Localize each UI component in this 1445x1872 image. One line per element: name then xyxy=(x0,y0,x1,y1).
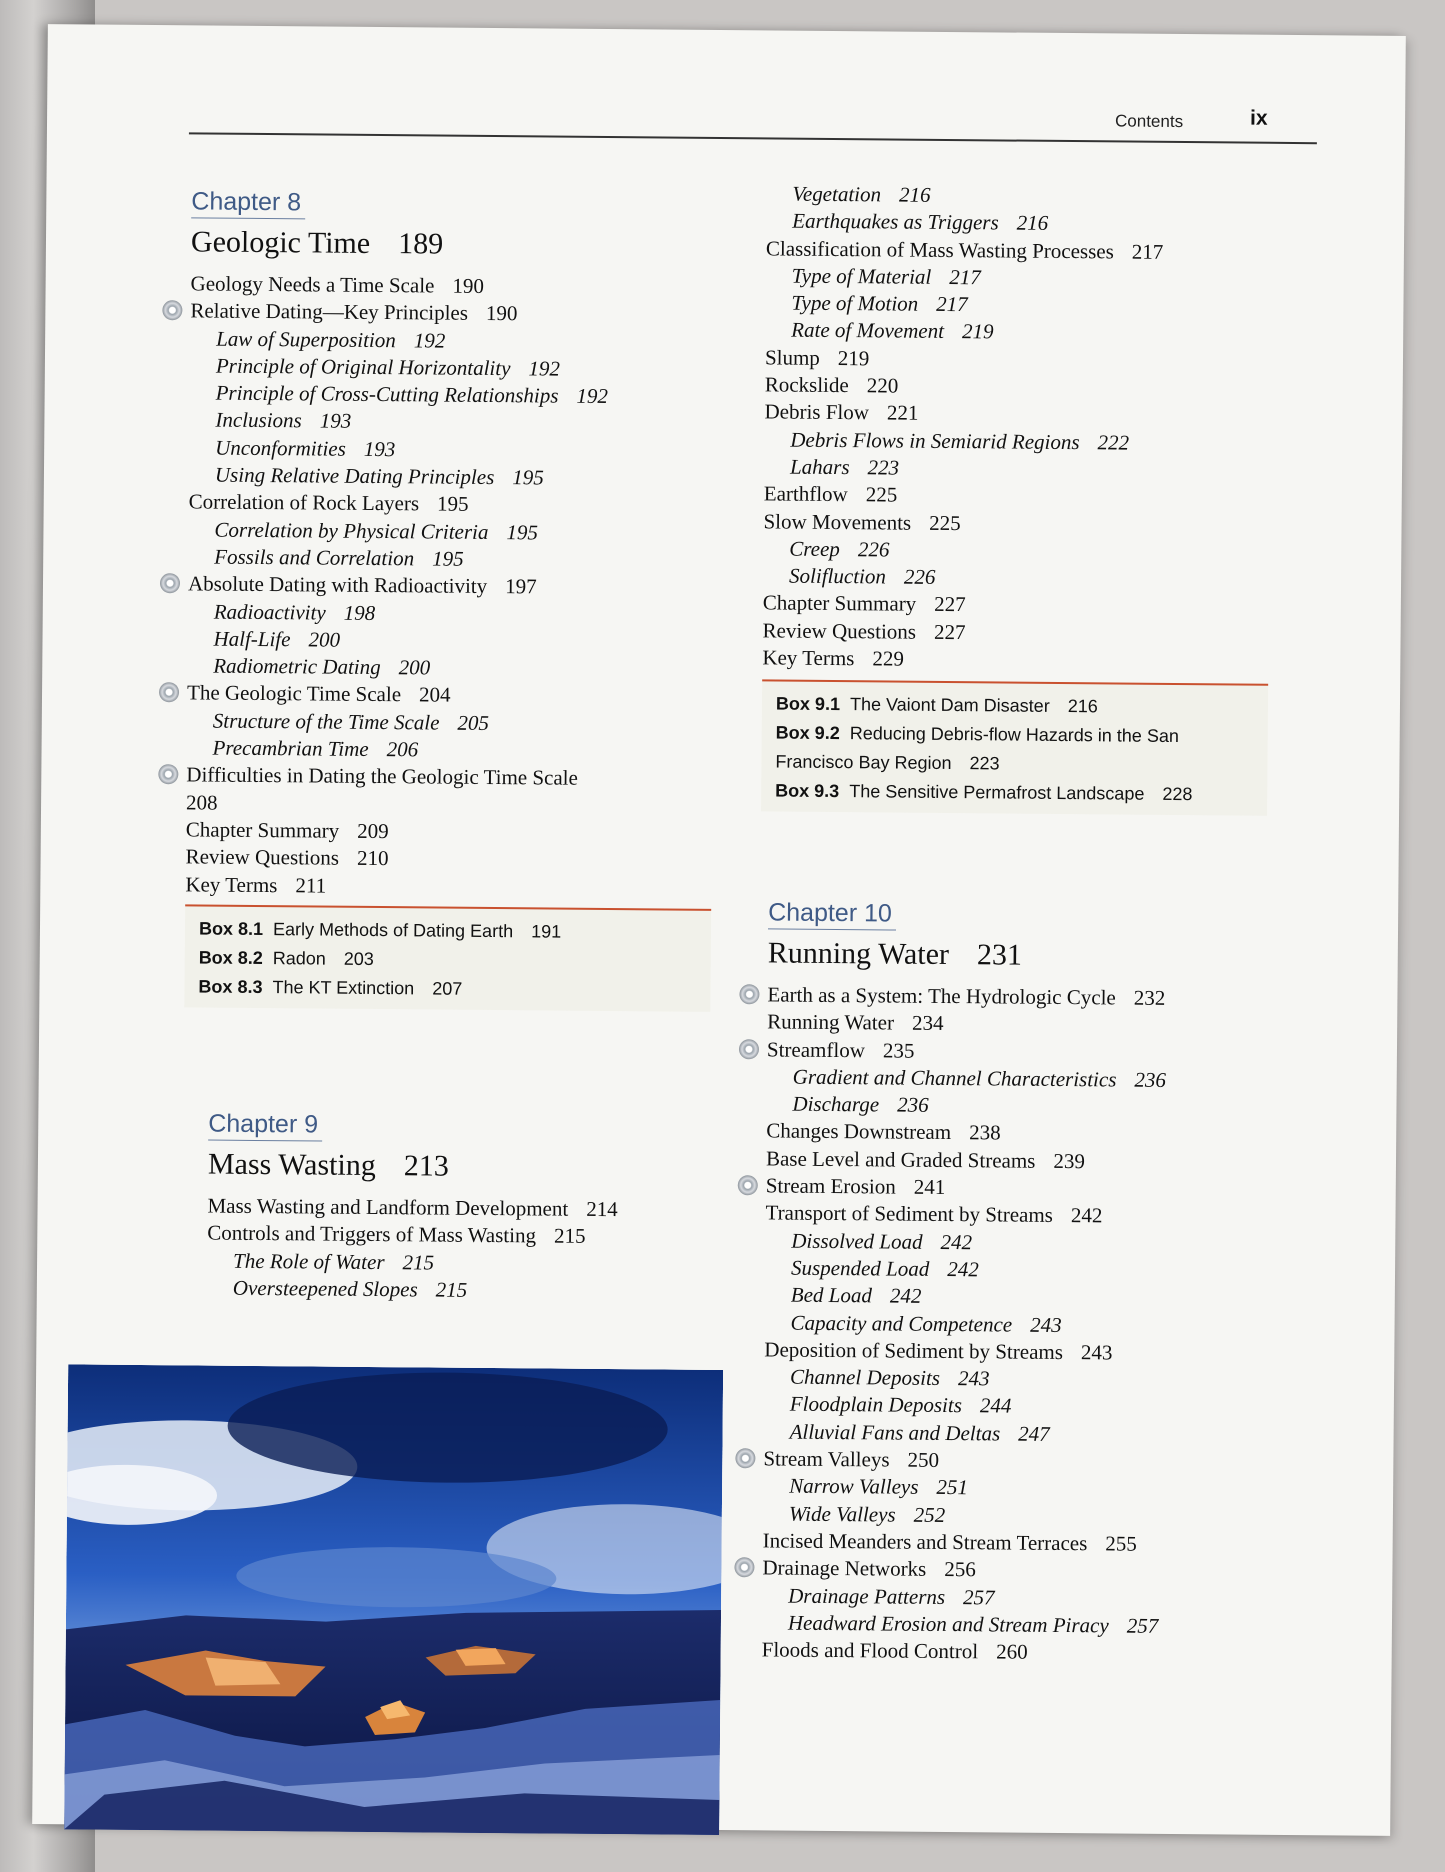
toc-entry xyxy=(765,344,1271,376)
toc-entry-page: 243 xyxy=(957,1366,990,1391)
toc-entry-page: 215 xyxy=(402,1249,435,1275)
box-label: Box 8.2 xyxy=(198,947,263,968)
toc-entry xyxy=(765,1254,1164,1285)
toc-entry xyxy=(766,235,1272,267)
toc-entry-page: 236 xyxy=(1134,1067,1167,1092)
cd-disc-icon xyxy=(734,1557,754,1577)
toc-entry xyxy=(766,1091,1165,1122)
toc-entry-page: 200 xyxy=(398,655,431,680)
box-entry xyxy=(776,690,1256,723)
cd-disc-icon xyxy=(158,764,178,784)
toc-entry-text: Drainage Patterns xyxy=(788,1583,946,1609)
toc-entry-page: 220 xyxy=(866,373,899,398)
box-page: 207 xyxy=(432,978,463,999)
toc-entry xyxy=(763,1527,1162,1558)
toc-entry-text: Relative Dating—Key Principles xyxy=(190,298,469,326)
toc-entry xyxy=(207,1220,617,1251)
toc-entry-page: 235 xyxy=(882,1038,915,1063)
toc-entry-text: Earthflow xyxy=(763,481,848,507)
toc-entry xyxy=(764,1336,1163,1367)
toc-entry-text: Wide Valleys xyxy=(788,1501,896,1527)
toc-entry-page: 242 xyxy=(889,1283,922,1309)
box-page: 203 xyxy=(343,948,374,969)
toc-entry-page: 243 xyxy=(1030,1312,1062,1337)
toc-entry xyxy=(207,1193,617,1224)
cd-disc-icon xyxy=(160,573,180,593)
toc-entry-page: 227 xyxy=(934,592,966,617)
toc-entry-page: 227 xyxy=(933,619,966,644)
toc-entry-page: 198 xyxy=(343,600,376,625)
toc-entry-text: Oversteepened Slopes xyxy=(232,1275,418,1302)
toc-entry-text: Stream Erosion xyxy=(765,1173,896,1199)
toc-entry xyxy=(766,180,1272,212)
toc-entry xyxy=(767,1036,1166,1067)
toc-entry-text: Type of Motion xyxy=(791,290,919,316)
box-title: Early Methods of Dating Earth xyxy=(272,918,514,942)
toc-entry-page: 193 xyxy=(319,408,352,434)
chapter-10-section xyxy=(762,896,1168,1667)
toc-entry-text: Key Terms xyxy=(185,871,278,897)
toc-entry-page: 192 xyxy=(413,327,446,353)
toc-entry xyxy=(765,1227,1164,1258)
toc-entry-text: Precambrian Time xyxy=(212,735,369,761)
toc-entry-text: Floods and Flood Control xyxy=(761,1637,979,1664)
box-entry xyxy=(199,914,699,947)
toc-entry-page: 217 xyxy=(936,292,968,317)
toc-entry xyxy=(765,290,1271,322)
toc-entry-page: 190 xyxy=(485,301,518,326)
toc-entry-page: 205 xyxy=(457,710,490,735)
toc-entry xyxy=(765,1282,1164,1313)
toc-entry-text: Dissolved Load xyxy=(791,1228,923,1254)
box-entry xyxy=(198,972,698,1005)
cd-disc-icon xyxy=(735,1448,755,1468)
toc-entry-text: Drainage Networks xyxy=(762,1555,927,1582)
toc-entry-page: 236 xyxy=(897,1092,929,1118)
toc-entry xyxy=(762,644,1268,676)
toc-entry xyxy=(763,508,1269,540)
toc-entry-page: 216 xyxy=(1016,210,1049,236)
chapter-9-continued-entries xyxy=(762,180,1272,676)
toc-entry xyxy=(763,563,1269,595)
toc-entry-text: Chapter Summary xyxy=(762,590,917,617)
chapter-8-boxes xyxy=(184,904,711,1012)
toc-entry-text: The Geologic Time Scale xyxy=(186,680,402,707)
toc-entry-text: Streamflow xyxy=(766,1037,866,1062)
toc-entry-text: Half-Life xyxy=(213,626,291,652)
toc-entry-page: 242 xyxy=(940,1229,973,1254)
toc-entry-page: 255 xyxy=(1105,1531,1137,1556)
toc-entry-page: 226 xyxy=(903,564,936,590)
toc-entry-page: 226 xyxy=(857,537,890,562)
toc-entry-text: Channel Deposits xyxy=(789,1364,941,1391)
box-label: Box 9.2 xyxy=(775,722,840,744)
toc-entry-text: Floodplain Deposits xyxy=(789,1392,963,1418)
toc-entry-page: 221 xyxy=(886,400,919,426)
toc-entry-text: Discharge xyxy=(792,1091,880,1117)
chapter-label: Chapter 9 xyxy=(208,1108,322,1142)
chapter-title-text: Geologic Time xyxy=(190,225,371,260)
toc-entry-text: Structure of the Time Scale xyxy=(212,708,440,735)
toc-entry-page: 244 xyxy=(979,1393,1012,1419)
toc-entry-text: Transport of Sediment by Streams xyxy=(765,1200,1054,1228)
box-label: Box 9.3 xyxy=(775,780,840,802)
cd-disc-icon xyxy=(162,300,182,320)
box-title: Radon xyxy=(272,947,326,969)
toc-entry-page: 252 xyxy=(913,1502,946,1527)
toc-entry-text: Inclusions xyxy=(215,408,302,433)
toc-entry-text: Creep xyxy=(789,536,840,561)
toc-entry xyxy=(763,1473,1162,1504)
toc-entry-page: 223 xyxy=(867,455,900,480)
toc-entry xyxy=(763,535,1269,567)
toc-entry xyxy=(207,1247,617,1278)
toc-entry-page: 238 xyxy=(969,1120,1001,1145)
toc-entry-page: 200 xyxy=(308,627,341,652)
toc-entry-page: 192 xyxy=(576,383,609,409)
toc-entry xyxy=(185,871,711,903)
toc-entry-page: 219 xyxy=(961,319,994,344)
cd-disc-icon xyxy=(159,683,179,703)
toc-entry-page: 239 xyxy=(1053,1148,1086,1173)
toc-entry-page: 260 xyxy=(996,1639,1028,1664)
toc-entry xyxy=(767,981,1166,1012)
toc-entry-page: 217 xyxy=(1131,239,1164,264)
toc-entry xyxy=(764,481,1270,513)
toc-entry xyxy=(767,1009,1166,1040)
box-entry xyxy=(775,777,1255,810)
toc-entry-page: 214 xyxy=(586,1196,618,1222)
toc-entry-page: 195 xyxy=(512,465,544,490)
toc-entry-text: Debris Flow xyxy=(764,399,870,425)
toc-entry-page: 222 xyxy=(1097,429,1130,455)
chapter-label: Chapter 10 xyxy=(768,896,896,930)
toc-entry-text: Classification of Mass Wasting Processes xyxy=(765,235,1114,264)
canyon-landscape-photo xyxy=(64,1364,723,1835)
toc-entry xyxy=(767,1063,1166,1094)
toc-entry-text: Principle of Original Horizontality xyxy=(215,353,511,381)
toc-entry xyxy=(766,262,1272,294)
toc-entry-text: Running Water xyxy=(767,1009,895,1035)
toc-entry-page: 195 xyxy=(436,491,469,517)
toc-entry-text: Vegetation xyxy=(792,181,882,207)
toc-entry-text: Deposition of Sediment by Streams xyxy=(764,1337,1064,1364)
box-title: Francisco Bay Region xyxy=(775,751,952,774)
toc-entry-page: 190 xyxy=(452,273,485,298)
toc-entry xyxy=(766,1172,1165,1203)
toc-entry-text: Base Level and Graded Streams xyxy=(765,1146,1036,1173)
box-label: Box 9.1 xyxy=(775,693,841,715)
chapter-9-boxes xyxy=(761,680,1268,816)
toc-entry xyxy=(764,1309,1163,1340)
toc-entry-text: Rockslide xyxy=(764,372,849,398)
toc-entry-text: Correlation by Physical Criteria xyxy=(214,517,489,544)
toc-entry-text: Rate of Movement xyxy=(791,318,945,344)
toc-entry-text: Capacity and Competence xyxy=(790,1310,1013,1337)
toc-entry xyxy=(762,1637,1161,1668)
toc-entry xyxy=(763,1445,1162,1476)
toc-entry-page: 216 xyxy=(898,182,931,207)
toc-entry-text: Mass Wasting and Landform Development xyxy=(207,1193,569,1221)
chapter-10-entries xyxy=(762,981,1167,1667)
toc-entry-page: 257 xyxy=(1126,1613,1159,1638)
chapter-page: 231 xyxy=(976,938,1023,972)
toc-entry-text: Earthquakes as Triggers xyxy=(792,208,999,235)
toc-entry-text: Headward Erosion and Stream Piracy xyxy=(787,1610,1109,1638)
toc-entry xyxy=(762,617,1268,649)
box-entry xyxy=(776,719,1256,752)
toc-entry-text: Unconformities xyxy=(215,435,346,461)
toc-entry-text: Type of Material xyxy=(791,263,932,289)
header-rule xyxy=(189,132,1317,144)
toc-entry-page: 195 xyxy=(506,519,539,545)
chapter-page: 213 xyxy=(403,1149,449,1183)
box-title: The KT Extinction xyxy=(272,976,415,999)
toc-entry-text: Radiometric Dating xyxy=(213,653,381,680)
toc-entry-page: 234 xyxy=(911,1010,944,1036)
toc-entry-text: Debris Flows in Semiarid Regions xyxy=(790,427,1080,454)
toc-entry-page: 195 xyxy=(432,546,464,571)
toc-entry-text: Narrow Valleys xyxy=(789,1473,919,1500)
toc-entry-text: Suspended Load xyxy=(790,1255,930,1281)
box-label: Box 8.3 xyxy=(198,976,263,997)
page-number: ix xyxy=(1250,106,1268,130)
toc-entry xyxy=(762,1582,1161,1613)
contents-page xyxy=(32,24,1406,1836)
toc-entry-page: 211 xyxy=(295,872,327,898)
toc-entry-page: 215 xyxy=(553,1223,586,1249)
toc-entry-page: 242 xyxy=(1070,1203,1103,1228)
toc-entry-page: 219 xyxy=(837,345,870,371)
toc-entry-page: 206 xyxy=(386,737,419,762)
box-title: The Sensitive Permafrost Landscape xyxy=(849,781,1145,805)
toc-entry-page: 242 xyxy=(947,1256,979,1282)
toc-entry-page: 204 xyxy=(418,682,451,708)
toc-entry-page: 229 xyxy=(872,646,905,671)
box-entry xyxy=(199,943,699,976)
chapter-title-text: Running Water xyxy=(767,936,950,972)
toc-entry-text: Absolute Dating with Radioactivity xyxy=(187,571,488,599)
cd-disc-icon xyxy=(739,984,759,1004)
box-page: 228 xyxy=(1162,784,1193,805)
toc-entry-page: 225 xyxy=(865,482,898,507)
cd-disc-icon xyxy=(739,1039,759,1059)
running-header-title: Contents xyxy=(1114,111,1184,132)
box-title: The Vaiont Dam Disaster xyxy=(849,694,1050,717)
toc-entry-page: 243 xyxy=(1080,1340,1113,1365)
toc-entry-text: Key Terms xyxy=(762,645,855,671)
toc-entry-page: 251 xyxy=(936,1475,969,1500)
toc-entry-page: 209 xyxy=(357,818,389,844)
toc-entry-text: Slow Movements xyxy=(763,508,912,535)
toc-entry xyxy=(762,1555,1161,1586)
toc-entry-page: 225 xyxy=(929,510,961,535)
toc-entry-page: 192 xyxy=(528,356,561,381)
toc-entry-text: Radioactivity xyxy=(213,599,326,625)
toc-entry xyxy=(765,317,1271,349)
toc-entry-text: Earth as a System: The Hydrologic Cycle xyxy=(767,982,1116,1010)
toc-entry-page: 193 xyxy=(363,436,396,461)
box-label: Box 8.1 xyxy=(198,918,264,939)
toc-entry xyxy=(765,371,1271,403)
toc-entry xyxy=(764,453,1270,485)
toc-entry xyxy=(762,1609,1161,1640)
chapter-8-section xyxy=(184,185,717,1011)
toc-entry-page: 215 xyxy=(435,1277,468,1302)
toc-entry-page: 257 xyxy=(962,1584,995,1609)
chapter-title xyxy=(768,933,1168,976)
chapter-title xyxy=(191,222,717,267)
chapter-label: Chapter 8 xyxy=(191,185,305,219)
toc-entry xyxy=(763,590,1269,622)
toc-entry-text: Fossils and Correlation xyxy=(214,544,415,571)
toc-entry-page: 256 xyxy=(944,1557,976,1582)
toc-entry-page: 241 xyxy=(913,1174,946,1200)
toc-entry-text: Changes Downstream xyxy=(766,1118,952,1145)
toc-entry-page: 197 xyxy=(505,574,537,599)
toc-entry xyxy=(766,1145,1165,1176)
toc-entry xyxy=(764,1364,1163,1395)
toc-entry xyxy=(764,399,1270,431)
toc-entry xyxy=(766,1118,1165,1149)
toc-entry xyxy=(766,208,1272,240)
toc-entry-text: Correlation of Rock Layers xyxy=(188,489,420,516)
cd-disc-icon xyxy=(738,1175,758,1195)
toc-entry-text: 208 xyxy=(185,789,218,815)
toc-entry-text: Bed Load xyxy=(790,1282,872,1308)
toc-entry-page: 247 xyxy=(1018,1421,1050,1446)
toc-entry-text: Review Questions xyxy=(762,618,917,644)
toc-entry-text: Incised Meanders and Stream Terraces xyxy=(762,1528,1088,1556)
box-page: 191 xyxy=(531,921,562,942)
box-title: Reducing Debris-flow Hazards in the San xyxy=(849,723,1179,747)
toc-entry-text: Solifluction xyxy=(788,563,887,589)
toc-entry xyxy=(764,426,1270,458)
toc-entry-text: Controls and Triggers of Mass Wasting xyxy=(207,1220,537,1248)
toc-entry xyxy=(764,1391,1163,1422)
toc-entry-text: Law of Superposition xyxy=(216,326,396,352)
chapter-title-text: Mass Wasting xyxy=(207,1147,376,1183)
box-entry xyxy=(775,748,1255,781)
toc-entry-page: 217 xyxy=(949,264,981,290)
toc-entry-text: Principle of Cross-Cutting Relationships xyxy=(215,380,559,408)
chapter-9-continued xyxy=(761,180,1272,816)
chapter-title xyxy=(208,1145,619,1189)
chapter-8-entries xyxy=(185,270,716,902)
toc-entry xyxy=(765,1200,1164,1231)
toc-entry-text: Lahars xyxy=(789,454,850,480)
toc-entry xyxy=(763,1500,1162,1531)
toc-entry-text: Slump xyxy=(764,345,820,370)
chapter-9-entries xyxy=(207,1193,618,1306)
toc-entry-text: Difficulties in Dating the Geologic Time Scale xyxy=(186,762,578,791)
toc-entry xyxy=(207,1274,617,1305)
toc-entry-text: The Role of Water xyxy=(232,1248,385,1274)
toc-entry-page: 250 xyxy=(907,1447,940,1472)
toc-entry-page: 232 xyxy=(1133,985,1166,1010)
toc-entry xyxy=(764,1418,1163,1449)
toc-entry-text: Gradient and Channel Characteristics xyxy=(792,1064,1117,1092)
box-page: 216 xyxy=(1067,696,1098,717)
toc-entry-text: Stream Valleys xyxy=(763,1446,890,1472)
box-page: 223 xyxy=(969,753,1000,774)
toc-entry-text: Alluvial Fans and Deltas xyxy=(789,1419,1001,1446)
chapter-9-section xyxy=(207,1108,619,1306)
toc-entry-text: Using Relative Dating Principles xyxy=(214,462,495,490)
chapter-page: 189 xyxy=(398,227,444,261)
toc-entry-text: Geology Needs a Time Scale xyxy=(190,271,435,298)
toc-entry-text: Review Questions xyxy=(185,844,340,870)
toc-entry-page: 210 xyxy=(356,846,389,871)
toc-entry-text: Chapter Summary xyxy=(185,817,340,843)
